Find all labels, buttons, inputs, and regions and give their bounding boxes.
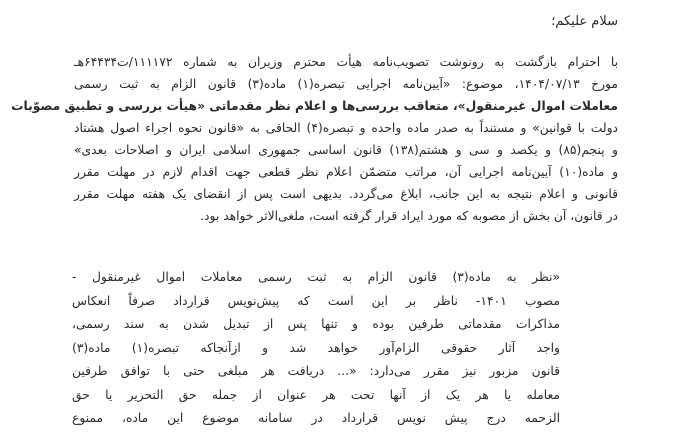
quote-line-6: معامله یا هر یک از آنها تحت هر عنوان از جمله حق التحریر یا حق <box>72 387 560 402</box>
body-line-7: قانونی و اعلام نتیجه به این جانب، ابلاغ می‌گردد. بدیهی است پس از انقضای یک هفته مهلت مقرر <box>74 187 618 201</box>
quote-line-4: واجد آثار حقوقی الزام‌آور خواهد شد و ازآنجاکه تبصره(۱) ماده(۳) <box>72 340 560 355</box>
letter-body <box>11 51 619 227</box>
body-line-4: دولت با قوانین» و مستنداً به صدر ماده واحده و تبصره(۴) الحاقی به «قانون نحوه اجراء اصول هشتاد <box>74 121 618 135</box>
body-line-6: و ماده(۱۰) آیین‌نامه اجرایی آن، مراتب متضمّن اعلام نظر قطعی جهت اقدام لازم در مهلت مقرر <box>74 165 619 179</box>
greeting: سلام علیکم؛ <box>551 14 618 29</box>
quote-line-2: مصوب ۱۴۰۱- ناظر بر این است که پیش‌نویس قرارداد صرفاً انعکاس <box>72 293 561 308</box>
quote-line-7: الزحمه درج پیش نویس قرارداد در سامانه موضوع این ماده، ممنوع <box>72 411 560 425</box>
body-line-8: در قانون، آن بخش از مصوبه که مورد ایراد قرار گرفته است، ملغی‌الاثر خواهد بود. <box>200 209 618 223</box>
body-line-1: با احترام بازگشت به رونوشت تصویب‌نامه هیأت محترم وزیران به شماره ۱۱۱۱۷۲/ت۶۴۴۳۴هـ <box>74 55 618 69</box>
quote-line-1: «نظر به ماده(۳) قانون الزام به ثبت رسمی معاملات اموال غیرمنقول - <box>72 270 560 284</box>
quote-line-3: مذاکرات مقدماتی طرفین بوده و تنها پس از تبدیل شدن به سند رسمی، <box>72 317 560 331</box>
body-line-5: و پنجم(۸۵) و یکصد و سی و هشتم(۱۳۸) قانون اساسی جمهوری اسلامی ایران و اصلاحات بعدی» <box>74 143 618 157</box>
quote-line-5: قانون مزبور نیز مقرر می‌دارد: «... دریافت هر مبلغی حتی با توافق طرفین <box>72 364 560 378</box>
body-line-2: مورخ ۱۴۰۴/۰۷/۱۳، موضوع: «آیین‌نامه اجرایی تبصره(۱) ماده(۳) قانون الزام به ثبت رسمی <box>74 77 618 91</box>
quoted-opinion <box>72 266 561 425</box>
body-line-3: معاملات اموال غیرمنقول»، متعاقب بررسی‌ها و اعلام نظر مقدماتی «هیأت بررسی و تطبیق مصوّبات <box>11 99 618 113</box>
